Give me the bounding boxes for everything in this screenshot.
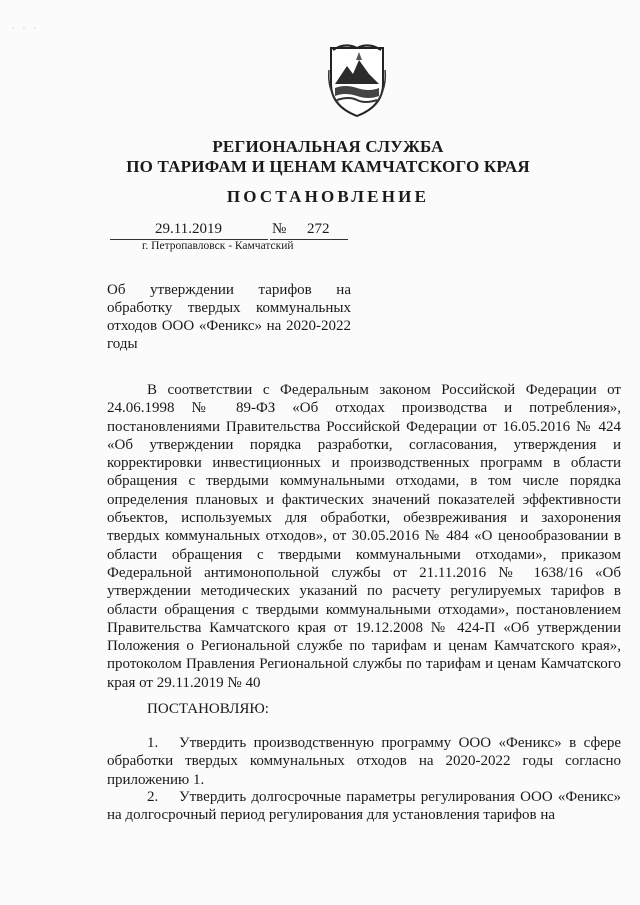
document-date: 29.11.2019 [155,221,222,237]
document-type-title: ПОСТАНОВЛЕНИЕ [226,187,430,206]
organization-name-line2: ПО ТАРИФАМ И ЦЕНАМ КАМЧАТСКОГО КРАЯ [126,157,530,176]
decree-heading: ПОСТАНОВЛЯЮ: [147,701,269,717]
document-subject: Об утверждении тарифов на обработку твердых коммунальных отходов ООО «Феникс» на 2020-2022 годы [107,282,351,352]
item-text: Утвердить долгосрочные параметры регулирования ООО «Феникс» на долгосрочный период регулирования для установления тарифов на [107,789,621,824]
preamble-paragraph: В соответствии с Федеральным законом Российской Федерации от 24.06.1998 № 89-ФЗ «Об отходах производства и потребления», постановлениями Правительства Российской Федерации от 16.05.2016 № 424 «Об утверждении порядка разработки, согласования, утверждения и корректировки инвестиционных и производственных программ в области обращения с твердыми коммунальными отходами, в том числе порядка определения плановых и фактических значений показателей эффективности объектов, используемых для обработки, обезвреживания и захоронения твердых коммунальных отходов», от 30.05.2016 № 484 «О ценообразовании в области обращения с твердыми коммунальными отходами», приказом Федеральной антимонопольной службы от 21.11.2016 № 1638/16 «Об утверждении методических указаний по расчету регулируемых тарифов в области обращения с твердыми коммунальными отходами», постановлением Правительства Камчатского края от 19.12.2008 № 424-П «Об утверждении Положения о Региональной службе по тарифам и ценам Камчатского края», протоколом Правления Региональной службы по тарифам и ценам Камчатского края от 29.11.2019 № 40 [107,382,621,691]
coat-of-arms-emblem [325,40,389,118]
item-text: Утвердить производственную программу ООО «Феникс» в сфере обработки твердых коммунальных отходов на 2020-2022 годы согласно приложению 1. [107,735,621,788]
item-number: 1. [147,735,159,751]
item-number: 2. [147,789,159,805]
organization-name-line1: РЕГИОНАЛЬНАЯ СЛУЖБА [212,137,444,156]
number-sign: № [272,221,287,237]
scan-artifact: · · · [12,24,39,33]
document-number: 272 [307,221,330,237]
decree-item [107,788,621,825]
decree-item [107,734,621,789]
city-name: г. Петропавловск - Камчатский [142,240,294,252]
